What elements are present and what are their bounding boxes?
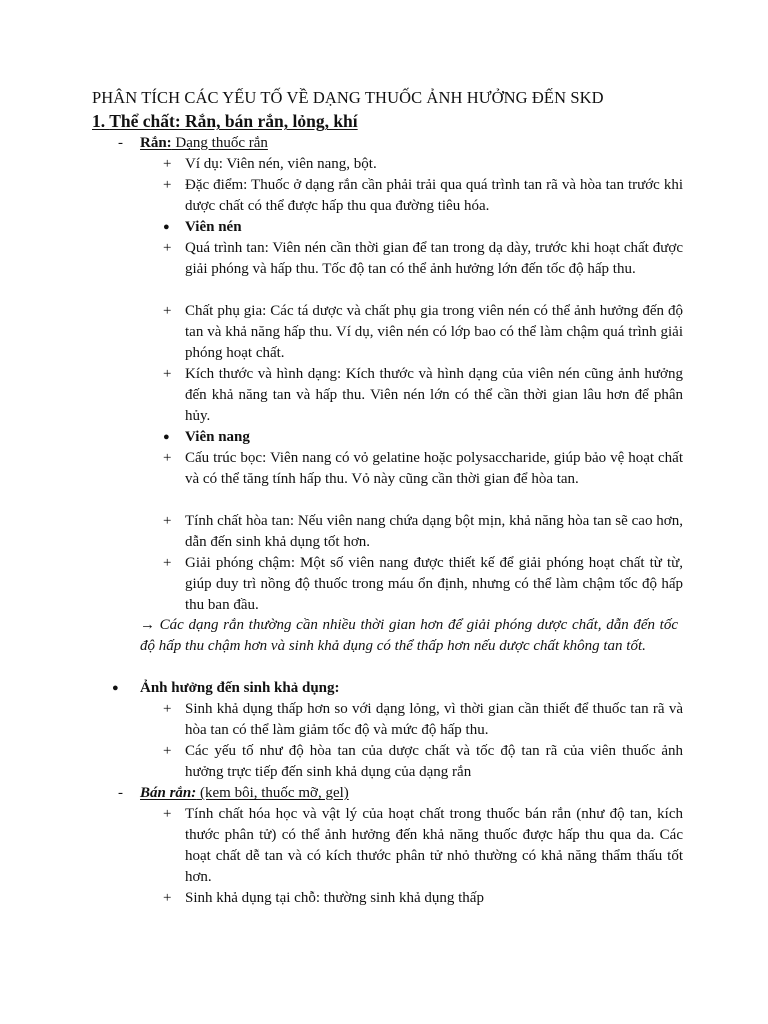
list-item-text: Quá trình tan: Viên nén cần thời gian để tan trong dạ dày, trước khi hoạt chất được giải phóng và hấp thu. Tốc độ tan có thể ảnh hưởng lớn đến tốc độ hấp thu. — [185, 240, 683, 277]
bioavailability-heading-text: Ảnh hưởng đến sinh khả dụng: — [140, 680, 340, 696]
semisolid-heading — [118, 783, 349, 804]
list-item-text: Đặc điểm: Thuốc ở dạng rắn cần phải trải qua quá trình tan rã và hòa tan trước khi dược chất có thể được hấp thu qua đường tiêu hóa. — [185, 177, 683, 214]
section-heading — [92, 110, 358, 132]
solid-desc: Dạng thuốc rắn — [171, 135, 268, 151]
semisolid-label: Bán rắn: — [140, 785, 197, 801]
plus-marker: + — [163, 450, 172, 466]
section-number: 1. — [92, 111, 110, 131]
bullet-marker: ● — [112, 682, 119, 694]
bioavailability-heading — [112, 678, 340, 699]
list-item-text: Cấu trúc bọc: Viên nang có vỏ gelatine hoặc polysaccharide, giúp bảo vệ hoạt chất và có thể tăng tính hấp thu. Vỏ này cũng cần thời gian để hòa tan. — [185, 450, 683, 487]
list-item — [163, 741, 683, 783]
list-item-text: Ví dụ: Viên nén, viên nang, bột. — [185, 156, 377, 172]
semisolid-desc: (kem bôi, thuốc mỡ, gel) — [196, 785, 349, 801]
plus-marker: + — [163, 890, 172, 906]
plus-marker: + — [163, 513, 172, 529]
plus-marker: + — [163, 806, 172, 822]
list-item-text: Tính chất hòa tan: Nếu viên nang chứa dạng bột mịn, khả năng hòa tan sẽ cao hơn, dẫn đến sinh khả dụng tốt hơn. — [185, 513, 683, 550]
plus-marker: + — [163, 177, 172, 193]
solid-label: Rắn: — [140, 135, 172, 151]
list-item-text: Giải phóng chậm: Một số viên nang được thiết kế để giải phóng hoạt chất từ từ, giúp duy trì nồng độ thuốc trong máu ổn định, nhưng có thể làm chậm tốc độ hấp thu ban đầu. — [185, 555, 683, 613]
list-item-text: Chất phụ gia: Các tá dược và chất phụ gia trong viên nén có thể ảnh hưởng đến độ tan và khả năng hấp thu. Ví dụ, viên nén có lớp bao có thể làm chậm quá trình giải phóng hoạt chất. — [185, 303, 683, 361]
dash-marker: - — [118, 785, 123, 801]
bullet-marker: ● — [163, 431, 170, 443]
dash-marker: - — [118, 135, 123, 151]
tablet-heading — [163, 217, 242, 238]
list-item — [163, 364, 683, 427]
plus-marker: + — [163, 366, 172, 382]
tablet-heading-text: Viên nén — [185, 219, 242, 235]
list-item — [163, 301, 683, 364]
list-item — [163, 175, 683, 217]
conclusion-text: → Các dạng rắn thường cần nhiều thời gian hơn để giải phóng dược chất, dẫn đến tốc độ hấp thu chậm hơn và sinh khả dụng có thể thấp hơn nếu dược chất không tan tốt. — [140, 617, 678, 654]
document-title: PHÂN TÍCH CÁC YẾU TỐ VỀ DẠNG THUỐC ẢNH HƯỞNG ĐẾN SKD — [92, 88, 604, 107]
list-item-text: Sinh khả dụng tại chỗ: thường sinh khả dụng thấp — [185, 890, 484, 906]
plus-marker: + — [163, 240, 172, 256]
list-item — [163, 699, 683, 741]
plus-marker: + — [163, 743, 172, 759]
list-item — [163, 804, 683, 888]
bullet-marker: ● — [163, 221, 170, 233]
list-item-text: Sinh khả dụng thấp hơn so với dạng lỏng, vì thời gian cần thiết để thuốc tan rã và hòa tan có thể làm giảm tốc độ và mức độ hấp thu. — [185, 701, 683, 738]
solid-heading — [118, 133, 268, 154]
plus-marker: + — [163, 555, 172, 571]
list-item-text: Tính chất hóa học và vật lý của hoạt chất trong thuốc bán rắn (như độ tan, kích thước phân tử) có thể ảnh hưởng đến khả năng thuốc được hấp thu qua da. Các hoạt chất dễ tan và có kích thước phân tử nhỏ thường có khả năng thẩm thấu tốt hơn. — [185, 806, 683, 885]
section-heading-text: Thể chất: Rắn, bán rắn, lỏng, khí — [109, 111, 358, 131]
plus-marker: + — [163, 303, 172, 319]
list-item-text: Các yếu tố như độ hòa tan của dược chất và tốc độ tan rã của viên thuốc ảnh hưởng trực tiếp đến sinh khả dụng của dạng rắn — [185, 743, 683, 780]
plus-marker: + — [163, 701, 172, 717]
capsule-heading-text: Viên nang — [185, 429, 250, 445]
list-item — [163, 238, 683, 280]
list-item — [163, 553, 683, 616]
list-item — [163, 511, 683, 553]
list-item-text: Kích thước và hình dạng: Kích thước và hình dạng của viên nén cũng ảnh hưởng đến khả năng tan và hấp thu. Viên nén lớn có thể cần thời gian lâu hơn để phân hủy. — [185, 366, 683, 424]
list-item — [163, 888, 683, 909]
list-item — [163, 154, 683, 175]
plus-marker: + — [163, 156, 172, 172]
list-item — [163, 448, 683, 490]
capsule-heading — [163, 427, 250, 448]
